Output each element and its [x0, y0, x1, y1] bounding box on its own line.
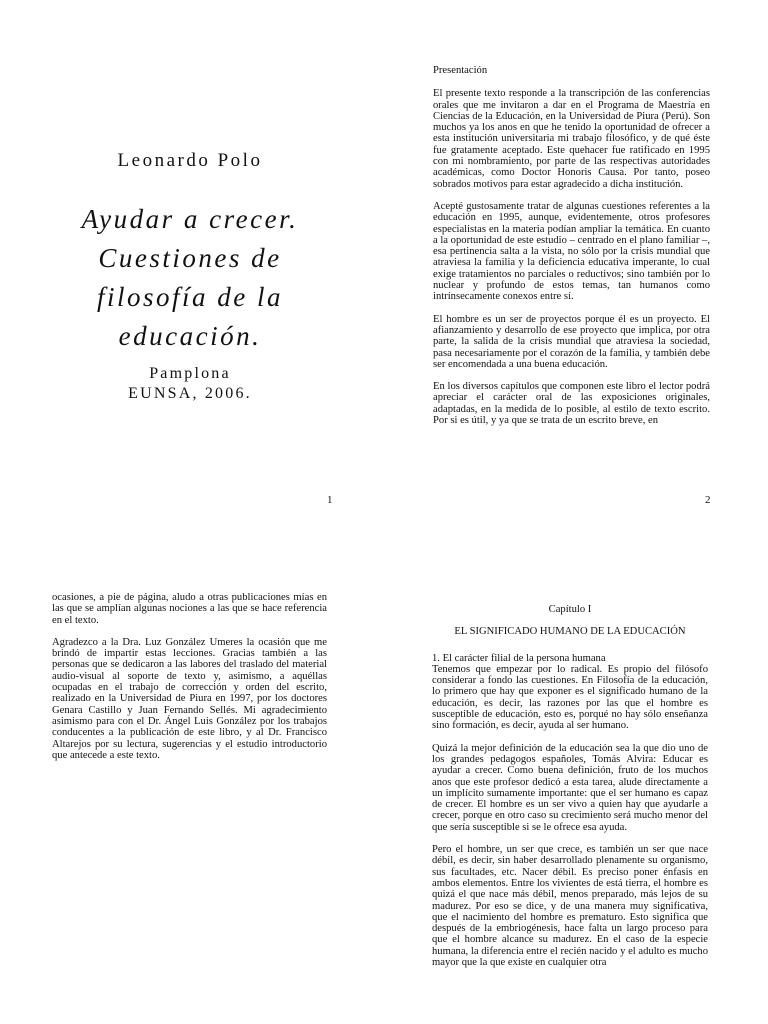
paragraph: Agradezco a la Dra. Luz González Umeres la ocasión que me brindó de impartir estas lecciones. Gracias también a las personas que se dedicaron a las labores del traslado del material audio-visual al soporte de texto y, asimismo, a aquéllas ocupadas en el trabajo de corrección y orden del escrito, realizado en la Universidad de Piura en 1997, por los doctores Genara Castillo y Juan Fernando Sellés. Mi agradecimiento asimismo para con el Dr. Ángel Luis González por los trabajos conducentes a la publicación de este libro, y al Dr. Francisco Altarejos por su lectura, sugerencias y el estudio introductorio que antecede a este texto. [52, 636, 327, 761]
page-number: 1 [327, 494, 333, 506]
page-3-acknowledgements [0, 512, 384, 1024]
book-title-line: Ayudar a crecer. [81, 204, 299, 234]
publisher-year: EUNSA, 2006. [128, 385, 252, 402]
section-title: 1. El carácter filial de la persona humana [432, 652, 606, 664]
page-text [52, 592, 327, 772]
page-number: 2 [705, 494, 711, 506]
chapter-title: EL SIGNIFICADO HUMANO DE LA EDUCACIÓN [454, 626, 686, 638]
page-text [432, 604, 708, 979]
paragraph: Pero el hombre, un ser que crece, es también un ser que nace débil, es decir, sin haber desarrollado plenamente su organismo, sus facultades, etc. Nacer débil. Es preciso poner énfasis en ambos elementos. Entre los vivientes de está tierra, el hombre es quizá el que nace más débil, menos preparado, más lejos de su madurez. Por eso se dice, y de una manera muy significativa, que el nacimiento del hombre es prematuro. Esto significa que después de la embriogénesis, hace falta un largo proceso para que el hombre alcance su madurez. En el caso de la especie humana, la diferencia entre el recién nacido y el adulto es mucho mayor que la que existe en cualquier otra [432, 844, 708, 969]
paragraph: Tenemos que empezar por lo radical. Es propio del filósofo considerar a fondo las cuestiones. En Filosofía de la educación, lo primero que hay que exponer es el significado humano de la educación, es decir, las razones por las que el hombre es susceptible de educación, esto es, porqué no hay sólo enseñanza sino formación, es decir, ayuda al ser humano. [432, 663, 708, 732]
publication-info [30, 364, 350, 404]
publication-place: Pamplona [149, 365, 231, 382]
paragraph: El presente texto responde a la transcripción de las conferencias orales que me invitaron a dar en el Programa de Maestría en Ciencias de la Educación, en la Universidad de Piura (Perú). Son muchos ya los anos en que he tenido la oportunidad de ofrecer a esta institución universitaria mi trabajo filosófico, y de qué éste fue gratamente aceptado. Este quehacer fue ratificado en 1995 con mi nombramiento, por parte de las respectivas autoridades académicas, como Doctor Honoris Causa. Por tanto, poseo sobrados motivos para estar agradecido a dicha institución. [433, 88, 710, 190]
paragraph: ocasiones, a pie de página, aludo a otras publicaciones mías en las que se amplían algunas nociones a las que se hace referencia en el texto. [52, 592, 327, 626]
paragraph: En los diversos capítulos que componen este libro el lector podrá apreciar el carácter oral de las exposiciones originales, adaptadas, en la medida de lo posible, al estilo de texto escrito. Por si es útil, y ya que se trata de un escrito breve, en [433, 381, 710, 427]
book-title-line: educación. [118, 321, 262, 351]
page-4-chapter-one [384, 512, 768, 1024]
paragraph: Quizá la mejor definición de la educación sea la que dio uno de los grandes pedagogos españoles, Tomás Alvira: Educar es ayudar a crecer. Como buena definición, fruto de los muchos anos que este profesor dedicó a esta tarea, alude directamente a un implícito sumamente importante: que el ser humano es capaz de crecer. El hombre es un ser vivo a quien hay que ayudarle a crecer, porque en otro caso su crecimiento será mucho menor del que sería susceptible si se le ofrece esa ayuda. [432, 742, 708, 833]
page-text [433, 65, 710, 437]
page-2-presentation [384, 0, 768, 512]
author-name: Leonardo Polo [117, 150, 263, 171]
paragraph: El hombre es un ser de proyectos porque él es un proyecto. El afianzamiento y desarrollo de ese proyecto que implica, por otra parte, la salida de la crisis mundial que atraviesa la sociedad, pasa necesariamente por el corazón de la familia, y también debe ser encomendada a una buena educación. [433, 313, 710, 370]
chapter-label: Capítulo I [548, 604, 592, 615]
paragraph: Acepté gustosamente tratar de algunas cuestiones referentes a la educación en 1995, aunque, evidentemente, otros profesores especialistas en la materia podían ampliar la temática. En cuanto a la oportunidad de este estudio – centrado en el plano familiar –, esa pertinencia salta a la vista, no sólo por la crisis mundial que atraviesa la familia y la deficiencia educativa imperante, lo cual exige tratamientos no parciales o reductivos; sino también por lo nuclear y profundo de estos temas, tan humanos como intrínsecamente conexos entre sí. [433, 200, 710, 303]
book-title-line: filosofía de la [97, 282, 283, 312]
page-1-title-page [0, 0, 384, 512]
book-title-line: Cuestiones de [98, 243, 282, 273]
book-title [30, 200, 350, 356]
section-heading: Presentación [433, 65, 488, 76]
